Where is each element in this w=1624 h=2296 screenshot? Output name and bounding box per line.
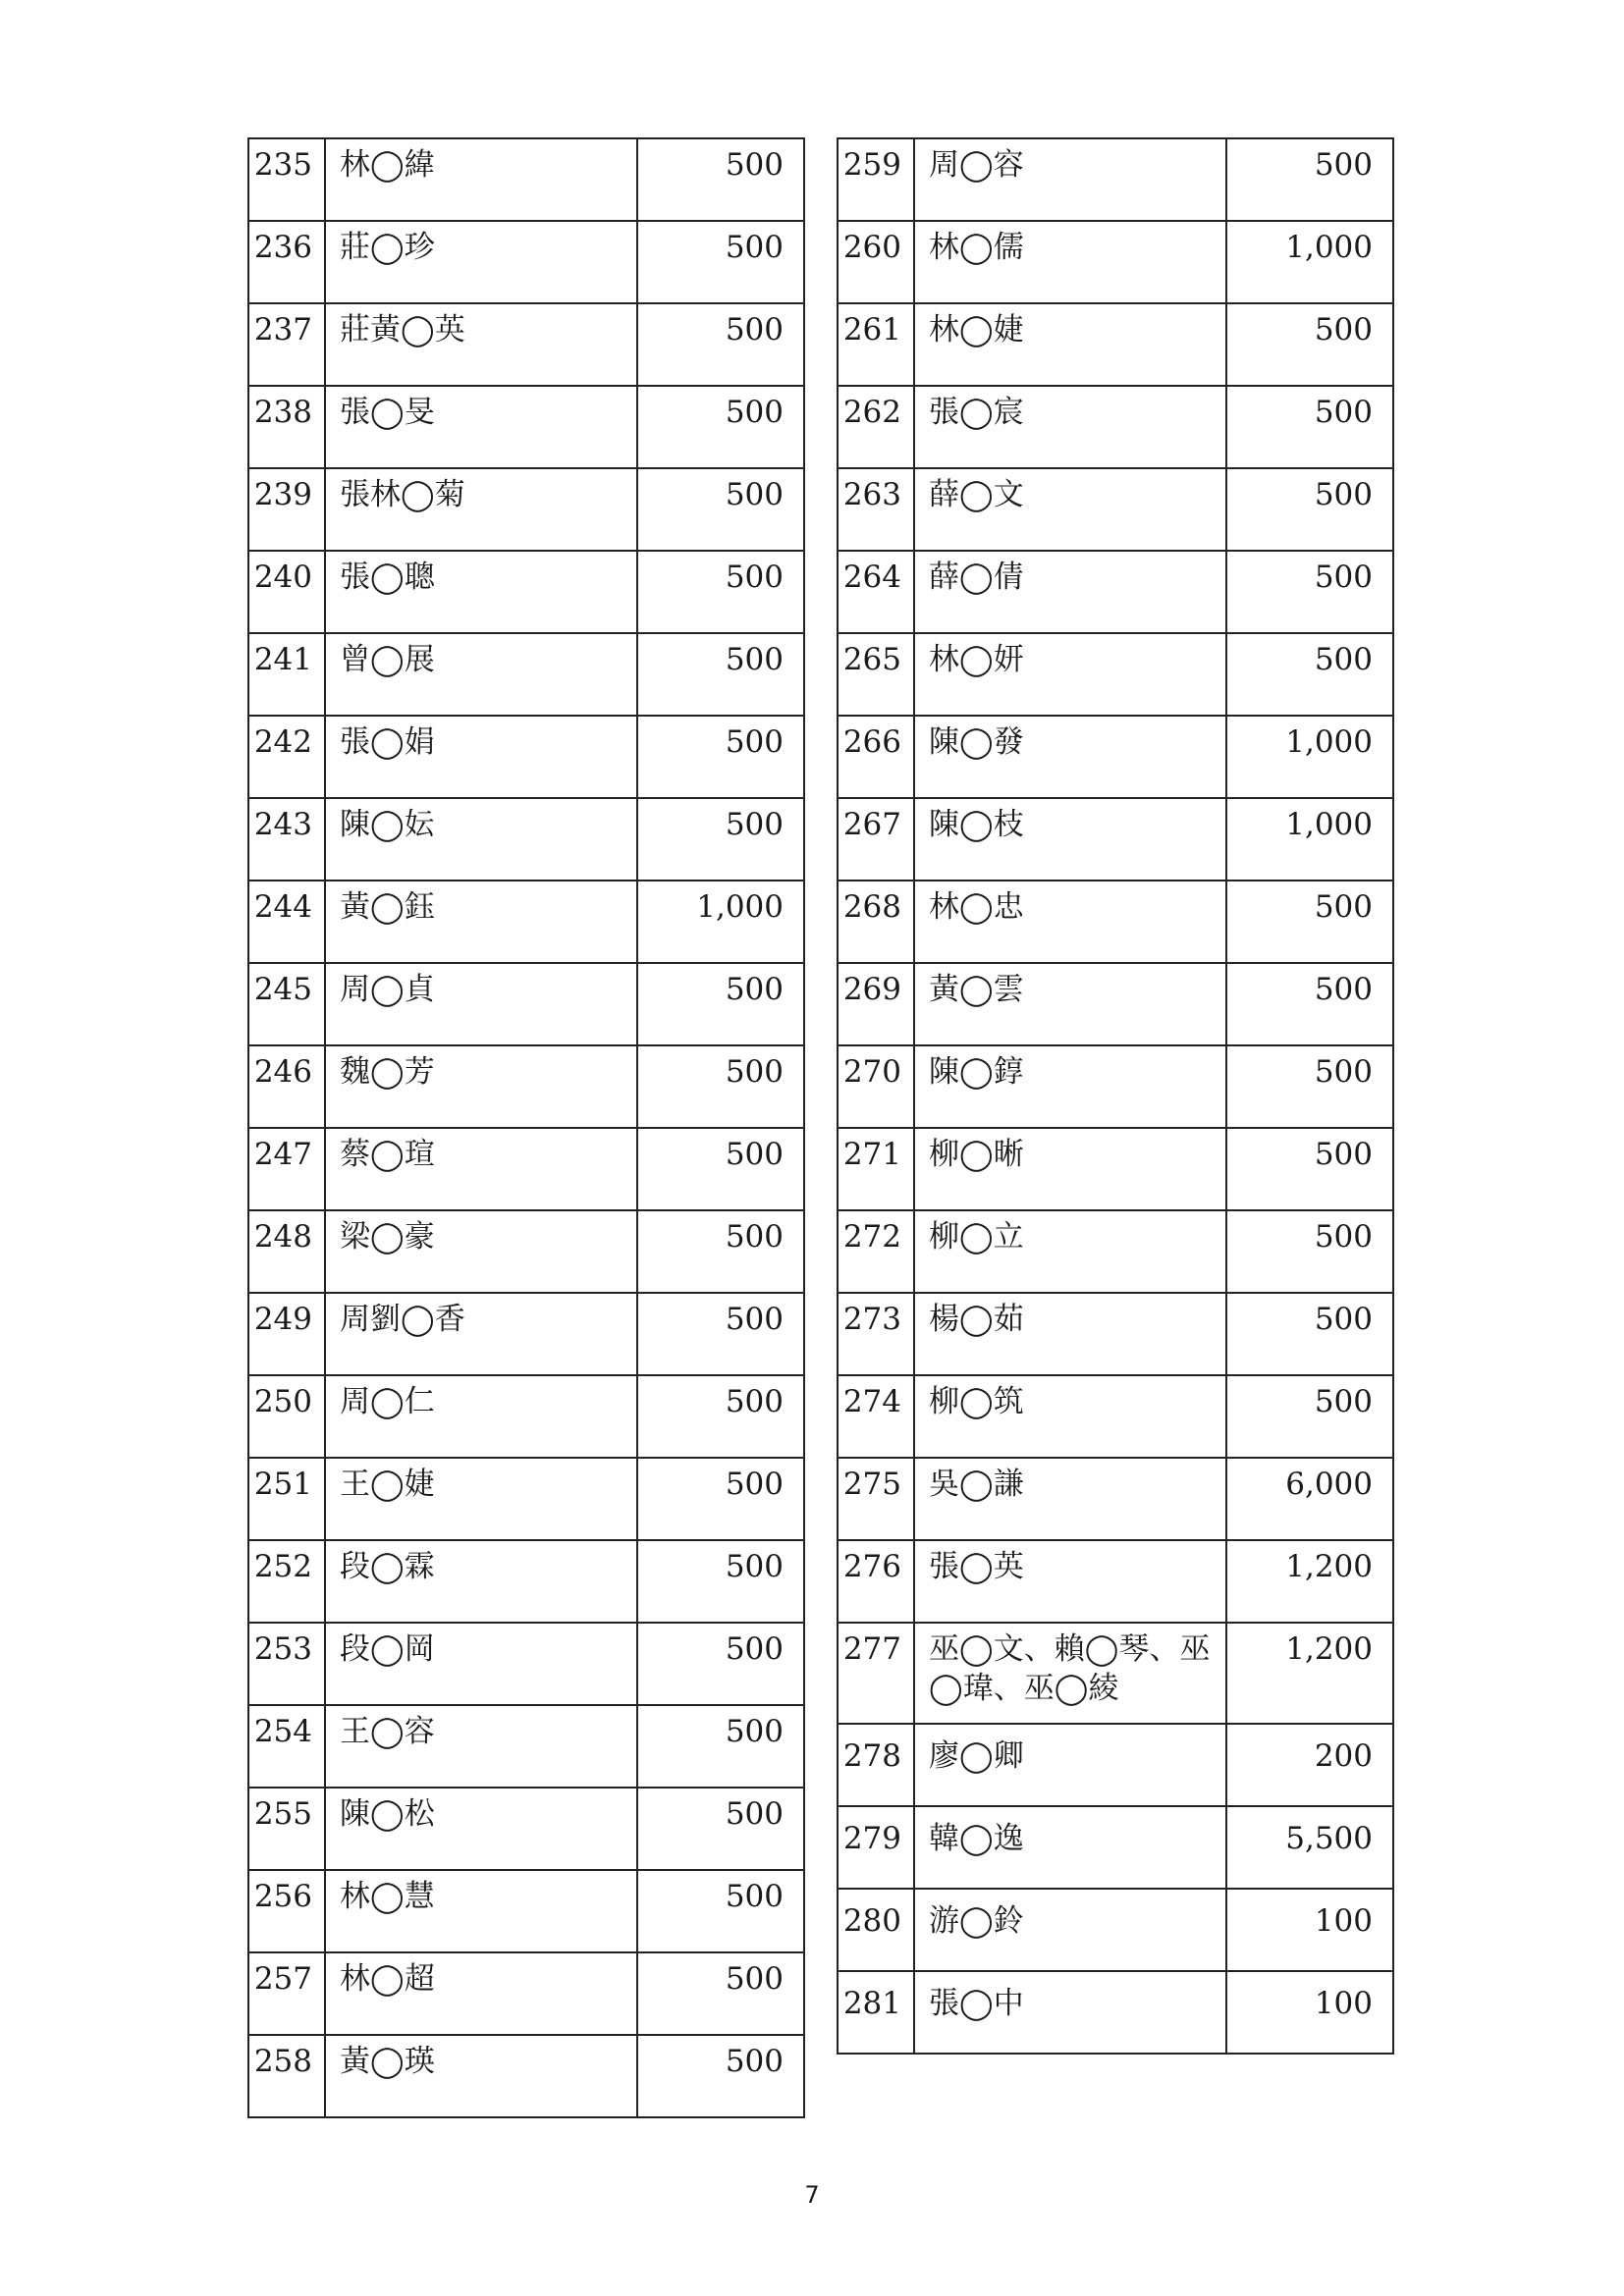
- donor-name: 林◯超: [325, 1952, 637, 2035]
- donation-amount: 500: [1226, 633, 1393, 716]
- row-number: 253: [248, 1623, 325, 1705]
- table-row: [838, 1724, 1393, 1806]
- table-row: [838, 1806, 1393, 1889]
- donation-amount: 500: [1226, 303, 1393, 386]
- donation-amount: 500: [1226, 551, 1393, 633]
- donor-name: 黃◯瑛: [325, 2035, 637, 2117]
- row-number: 236: [248, 221, 325, 303]
- table-row: [248, 138, 804, 221]
- donor-name: 張◯娟: [325, 716, 637, 798]
- table-row: [838, 1375, 1393, 1458]
- donor-name: 曾◯展: [325, 633, 637, 716]
- donor-name: 薛◯文: [914, 468, 1226, 551]
- table-row: [248, 303, 804, 386]
- table-row: [838, 1971, 1393, 2054]
- donation-amount: 500: [637, 1293, 804, 1375]
- donation-amount: 500: [1226, 1128, 1393, 1210]
- donor-name: 林◯妍: [914, 633, 1226, 716]
- row-number: 251: [248, 1458, 325, 1540]
- table-row: [248, 551, 804, 633]
- table-row: [838, 1623, 1393, 1724]
- table-row: [838, 881, 1393, 963]
- donation-amount: 500: [637, 221, 804, 303]
- donation-table-left: [247, 137, 805, 2118]
- row-number: 277: [838, 1623, 914, 1724]
- row-number: 238: [248, 386, 325, 468]
- donor-name: 柳◯立: [914, 1210, 1226, 1293]
- donation-amount: 500: [1226, 1375, 1393, 1458]
- donor-name: 林◯儒: [914, 221, 1226, 303]
- donation-amount: 500: [1226, 468, 1393, 551]
- row-number: 267: [838, 798, 914, 881]
- donation-amount: 500: [1226, 1293, 1393, 1375]
- donation-amount: 500: [637, 1788, 804, 1870]
- donation-amount: 500: [637, 1870, 804, 1952]
- row-number: 274: [838, 1375, 914, 1458]
- donation-amount: 500: [1226, 138, 1393, 221]
- donor-name: 張◯聰: [325, 551, 637, 633]
- table-row: [248, 1293, 804, 1375]
- donor-name: 吳◯謙: [914, 1458, 1226, 1540]
- table-row: [248, 1458, 804, 1540]
- donor-name: 周◯貞: [325, 963, 637, 1045]
- donation-amount: 100: [1226, 1889, 1393, 1971]
- donor-name: 張◯英: [914, 1540, 1226, 1623]
- row-number: 243: [248, 798, 325, 881]
- donation-amount: 200: [1226, 1724, 1393, 1806]
- table-row: [248, 1623, 804, 1705]
- row-number: 280: [838, 1889, 914, 1971]
- row-number: 239: [248, 468, 325, 551]
- row-number: 247: [248, 1128, 325, 1210]
- donor-name: 周◯仁: [325, 1375, 637, 1458]
- donor-name: 陳◯松: [325, 1788, 637, 1870]
- table-row: [248, 1952, 804, 2035]
- donation-amount: 500: [637, 963, 804, 1045]
- donation-amount: 500: [1226, 1210, 1393, 1293]
- donation-amount: 500: [637, 138, 804, 221]
- donor-name: 林◯婕: [914, 303, 1226, 386]
- donor-name: 蔡◯瑄: [325, 1128, 637, 1210]
- row-number: 272: [838, 1210, 914, 1293]
- donor-name: 巫◯文、賴◯琴、巫◯瑋、巫◯綾: [914, 1623, 1226, 1724]
- table-row: [248, 798, 804, 881]
- donor-name: 林◯忠: [914, 881, 1226, 963]
- row-number: 260: [838, 221, 914, 303]
- row-number: 250: [248, 1375, 325, 1458]
- row-number: 245: [248, 963, 325, 1045]
- table-row: [838, 963, 1393, 1045]
- donor-name: 林◯慧: [325, 1870, 637, 1952]
- row-number: 278: [838, 1724, 914, 1806]
- row-number: 235: [248, 138, 325, 221]
- row-number: 271: [838, 1128, 914, 1210]
- row-number: 281: [838, 1971, 914, 2054]
- donor-name: 周◯容: [914, 138, 1226, 221]
- donation-amount: 500: [637, 468, 804, 551]
- row-number: 242: [248, 716, 325, 798]
- table-row: [248, 2035, 804, 2117]
- row-number: 262: [838, 386, 914, 468]
- table-row: [248, 468, 804, 551]
- table-row: [248, 1045, 804, 1128]
- donor-name: 梁◯豪: [325, 1210, 637, 1293]
- table-row: [248, 881, 804, 963]
- donation-amount: 1,000: [1226, 798, 1393, 881]
- row-number: 244: [248, 881, 325, 963]
- row-number: 268: [838, 881, 914, 963]
- donation-amount: 500: [637, 1952, 804, 2035]
- donor-name: 段◯霖: [325, 1540, 637, 1623]
- donation-amount: 5,500: [1226, 1806, 1393, 1889]
- row-number: 257: [248, 1952, 325, 2035]
- donation-amount: 500: [637, 1705, 804, 1788]
- donation-amount: 500: [1226, 963, 1393, 1045]
- row-number: 237: [248, 303, 325, 386]
- row-number: 273: [838, 1293, 914, 1375]
- donation-amount: 500: [637, 1128, 804, 1210]
- row-number: 269: [838, 963, 914, 1045]
- row-number: 270: [838, 1045, 914, 1128]
- donation-amount: 500: [637, 386, 804, 468]
- table-row: [248, 386, 804, 468]
- donation-amount: 500: [637, 551, 804, 633]
- donation-amount: 500: [637, 1623, 804, 1705]
- table-row: [248, 1870, 804, 1952]
- table-row: [838, 1045, 1393, 1128]
- donation-amount: 500: [637, 1458, 804, 1540]
- row-number: 275: [838, 1458, 914, 1540]
- donation-amount: 500: [637, 1210, 804, 1293]
- table-row: [838, 1540, 1393, 1623]
- donation-amount: 500: [637, 1375, 804, 1458]
- table-row: [838, 303, 1393, 386]
- donor-name: 楊◯茹: [914, 1293, 1226, 1375]
- table-row: [248, 633, 804, 716]
- donor-name: 陳◯發: [914, 716, 1226, 798]
- row-number: 258: [248, 2035, 325, 2117]
- row-number: 246: [248, 1045, 325, 1128]
- row-number: 254: [248, 1705, 325, 1788]
- donor-name: 魏◯芳: [325, 1045, 637, 1128]
- donor-name: 周劉◯香: [325, 1293, 637, 1375]
- table-row: [838, 716, 1393, 798]
- row-number: 240: [248, 551, 325, 633]
- donor-name: 游◯鈴: [914, 1889, 1226, 1971]
- donation-amount: 1,000: [1226, 221, 1393, 303]
- donation-amount: 1,200: [1226, 1540, 1393, 1623]
- table-row: [248, 1210, 804, 1293]
- donation-amount: 500: [637, 716, 804, 798]
- left-table-body: [248, 138, 804, 2117]
- table-row: [838, 138, 1393, 221]
- row-number: 266: [838, 716, 914, 798]
- table-row: [838, 468, 1393, 551]
- table-row: [248, 1788, 804, 1870]
- table-row: [838, 1889, 1393, 1971]
- donation-amount: 500: [637, 798, 804, 881]
- donation-amount: 1,000: [1226, 716, 1393, 798]
- table-row: [838, 386, 1393, 468]
- donation-amount: 1,200: [1226, 1623, 1393, 1724]
- donor-name: 柳◯筑: [914, 1375, 1226, 1458]
- row-number: 279: [838, 1806, 914, 1889]
- row-number: 256: [248, 1870, 325, 1952]
- table-row: [248, 716, 804, 798]
- table-row: [248, 1540, 804, 1623]
- donor-name: 韓◯逸: [914, 1806, 1226, 1889]
- row-number: 263: [838, 468, 914, 551]
- table-row: [248, 963, 804, 1045]
- donor-name: 王◯容: [325, 1705, 637, 1788]
- donor-name: 柳◯晰: [914, 1128, 1226, 1210]
- donation-amount: 500: [637, 2035, 804, 2117]
- table-row: [248, 221, 804, 303]
- table-row: [248, 1705, 804, 1788]
- donation-amount: 500: [1226, 1045, 1393, 1128]
- right-table-body: [838, 138, 1393, 2054]
- row-number: 241: [248, 633, 325, 716]
- donor-name: 張◯中: [914, 1971, 1226, 2054]
- table-row: [838, 1458, 1393, 1540]
- row-number: 248: [248, 1210, 325, 1293]
- donor-name: 王◯婕: [325, 1458, 637, 1540]
- row-number: 259: [838, 138, 914, 221]
- donor-name: 林◯緯: [325, 138, 637, 221]
- donation-amount: 500: [637, 633, 804, 716]
- page-number: 7: [804, 2181, 820, 2209]
- donor-name: 薛◯倩: [914, 551, 1226, 633]
- donor-name: 莊◯珍: [325, 221, 637, 303]
- row-number: 252: [248, 1540, 325, 1623]
- row-number: 261: [838, 303, 914, 386]
- donation-amount: 500: [637, 1045, 804, 1128]
- table-row: [838, 1128, 1393, 1210]
- donor-name: 張◯旻: [325, 386, 637, 468]
- table-row: [838, 1293, 1393, 1375]
- table-row: [838, 551, 1393, 633]
- row-number: 249: [248, 1293, 325, 1375]
- donor-name: 陳◯錞: [914, 1045, 1226, 1128]
- donor-name: 張◯宸: [914, 386, 1226, 468]
- row-number: 255: [248, 1788, 325, 1870]
- donation-amount: 500: [637, 303, 804, 386]
- table-row: [248, 1128, 804, 1210]
- table-row: [838, 1210, 1393, 1293]
- donation-amount: 500: [1226, 386, 1393, 468]
- donation-amount: 6,000: [1226, 1458, 1393, 1540]
- donor-name: 黃◯鈺: [325, 881, 637, 963]
- donation-amount: 500: [1226, 881, 1393, 963]
- donation-amount: 1,000: [637, 881, 804, 963]
- donor-name: 段◯岡: [325, 1623, 637, 1705]
- table-row: [838, 633, 1393, 716]
- donor-name: 陳◯枝: [914, 798, 1226, 881]
- donor-name: 廖◯卿: [914, 1724, 1226, 1806]
- table-row: [838, 798, 1393, 881]
- donation-amount: 100: [1226, 1971, 1393, 2054]
- row-number: 265: [838, 633, 914, 716]
- donor-name: 莊黃◯英: [325, 303, 637, 386]
- donation-amount: 500: [637, 1540, 804, 1623]
- donation-table-right: [837, 137, 1394, 2055]
- table-row: [248, 1375, 804, 1458]
- donor-name: 黃◯雲: [914, 963, 1226, 1045]
- row-number: 276: [838, 1540, 914, 1623]
- row-number: 264: [838, 551, 914, 633]
- donor-name: 張林◯菊: [325, 468, 637, 551]
- table-row: [838, 221, 1393, 303]
- donor-name: 陳◯妘: [325, 798, 637, 881]
